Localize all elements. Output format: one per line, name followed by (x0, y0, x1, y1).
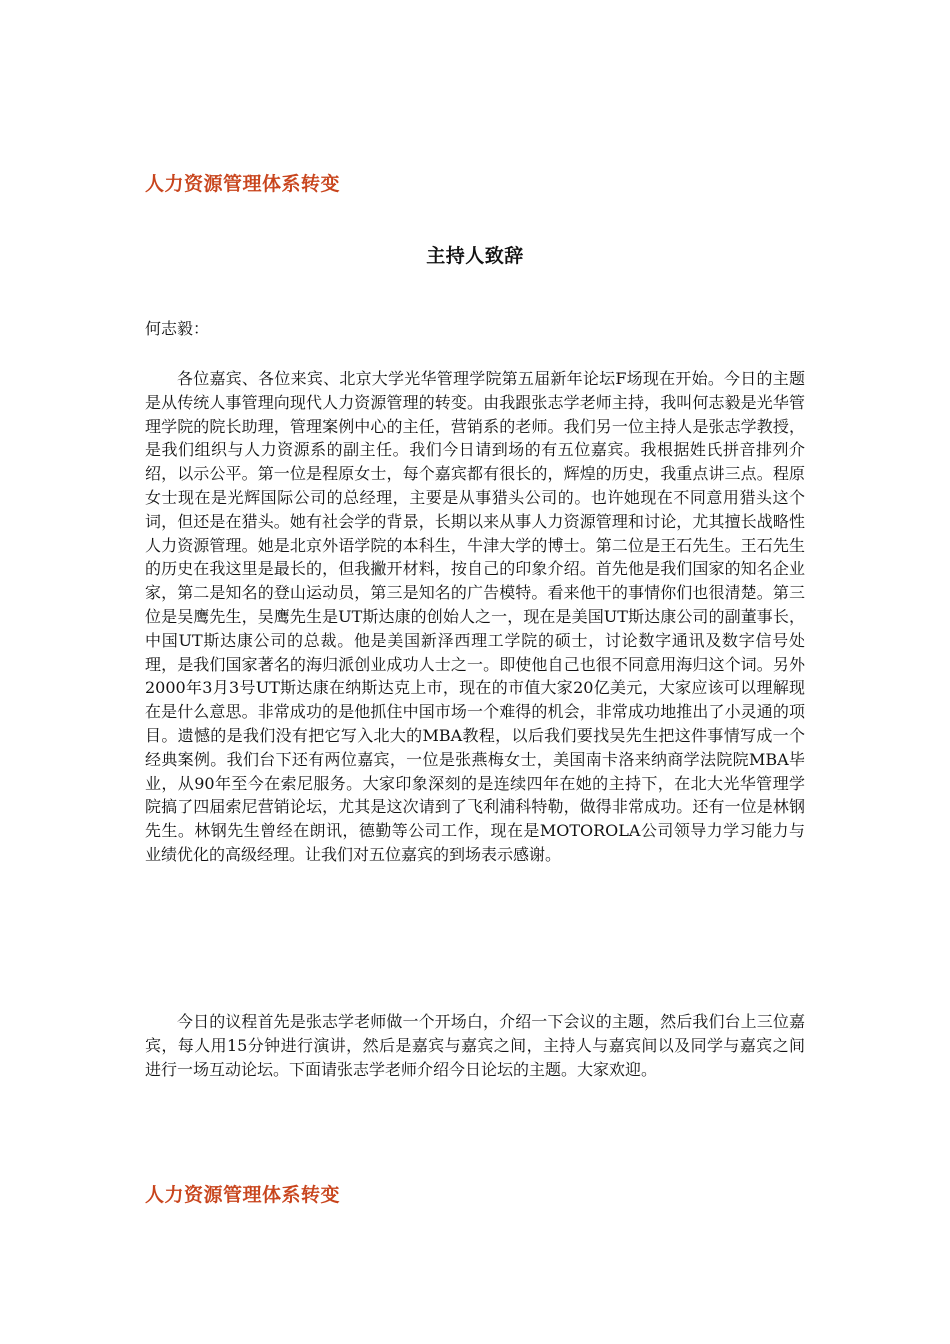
speaker-label: 何志毅： (145, 319, 210, 338)
paragraph-agenda: 今日的议程首先是张志学老师做一个开场白，介绍一下会议的主题，然后我们台上三位嘉宾，每人用15分钟进行演讲，然后是嘉宾与嘉宾之间，主持人与嘉宾间以及同学与嘉宾之间进行一场互动论坛。下面请张志学老师介绍今日论坛的主题。大家欢迎。 (145, 1012, 805, 1079)
speech-title: 主持人致辞 (426, 245, 524, 267)
section-heading-repeat: 人力资源管理体系转变 (145, 1184, 341, 1206)
paragraph-introduction: 各位嘉宾、各位来宾、北京大学光华管理学院第五届新年论坛F场现在开始。今日的主题是从传统人事管理向现代人力资源管理的转变。由我跟张志学老师主持，我叫何志毅是光华管理学院的院长助理，管理案例中心的主任，营销系的老师。我们另一位主持人是张志学教授，是我们组织与人力资源系的副主任。我们今日请到场的有五位嘉宾。我根据姓氏拼音排列介绍，以示公平。第一位是程原女士，每个嘉宾都有很长的，辉煌的历史，我重点讲三点。程原女士现在是光辉国际公司的总经理，主要是从事猎头公司的。也许她现在不同意用猎头这个词，但还是在猎头。她有社会学的背景，长期以来从事人力资源管理和讨论，尤其擅长战略性人力资源管理。她是北京外语学院的本科生，牛津大学的博士。第二位是王石先生。王石先生的历史在我这里是最长的，但我撇开材料，按自己的印象介绍。首先他是我们国家的知名企业家，第二是知名的登山运动员，第三是知名的广告模特。看来他干的事情你们也很清楚。第三位是吴鹰先生，吴鹰先生是UT斯达康的创始人之一，现在是美国UT斯达康公司的副董事长，中国UT斯达康公司的总裁。他是美国新泽西理工学院的硕士，讨论数字通讯及数字信号处理，是我们国家著名的海归派创业成功人士之一。即使他自己也很不同意用海归这个词。另外2000年3月3号UT斯达康在纳斯达克上市，现在的市值大家20亿美元，大家应该可以理解现在是什么意思。非常成功的是他抓住中国市场一个难得的机会，非常成功地推出了小灵通的项目。遗憾的是我们没有把它写入北大的MBA教程，以后我们要找吴先生把这件事情写成一个经典案例。我们台下还有两位嘉宾，一位是张燕梅女士，美国南卡洛来纳商学法院院MBA毕业，从90年至今在索尼服务。大家印象深刻的是连续四年在她的主持下，在北大光华管理学院搞了四届索尼营销论坛，尤其是这次请到了飞利浦科特勒，做得非常成功。还有一位是林钢先生。林钢先生曾经在朗讯，德勤等公司工作，现在是MOTOROLA公司领导力学习能力与业绩优化的高级经理。让我们对五位嘉宾的到场表示感谢。 (145, 369, 805, 864)
section-heading: 人力资源管理体系转变 (145, 173, 341, 195)
